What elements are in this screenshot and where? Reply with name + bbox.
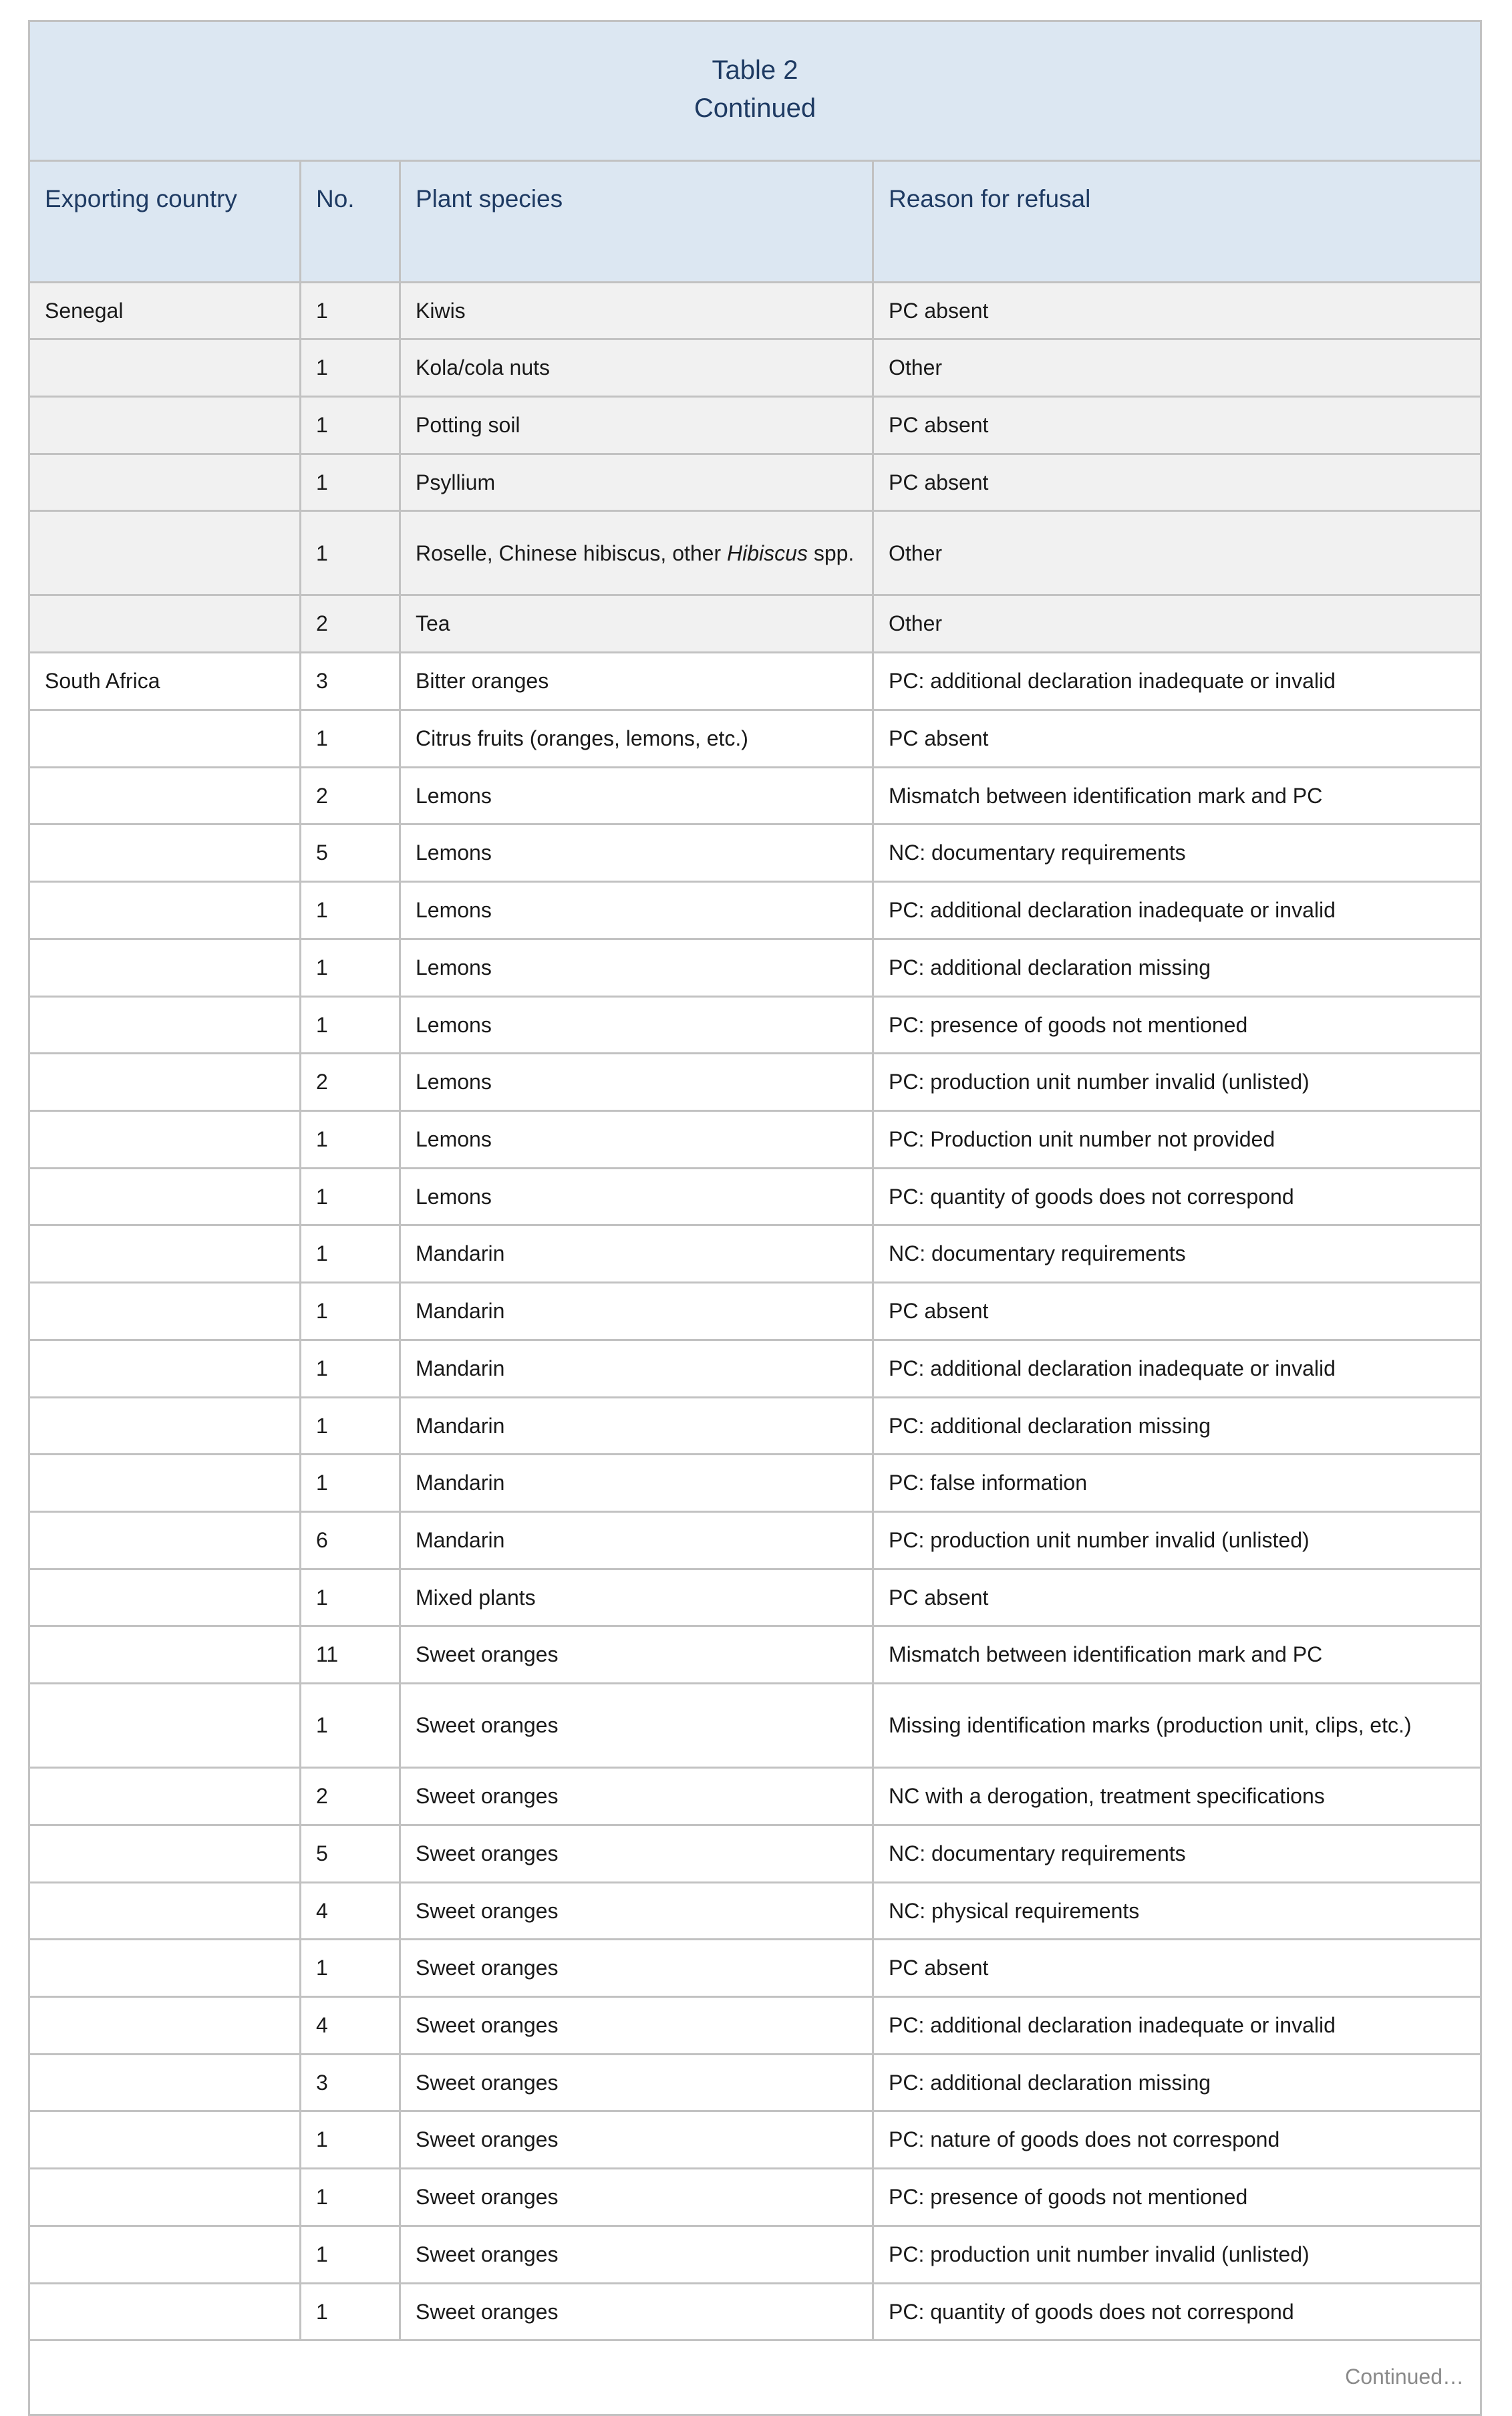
- cell-exporting-country: [28, 883, 301, 940]
- cell-plant-species: Lemons: [401, 768, 874, 826]
- cell-exporting-country: [28, 1684, 301, 1769]
- table-title-cell: [28, 20, 1482, 162]
- cell-no: 1: [301, 340, 401, 398]
- cell-no: 1: [301, 2112, 401, 2169]
- refusals-table: [28, 20, 1482, 2416]
- cell-reason-for-refusal: PC absent: [874, 455, 1482, 512]
- cell-reason-for-refusal: PC absent: [874, 398, 1482, 455]
- cell-no: 1: [301, 1570, 401, 1628]
- cell-no: 2: [301, 1054, 401, 1112]
- continued-note: Continued…: [28, 2341, 1482, 2416]
- cell-reason-for-refusal: NC: documentary requirements: [874, 1826, 1482, 1883]
- column-header-exporting-country: Exporting country: [28, 162, 301, 283]
- cell-no: 1: [301, 1169, 401, 1227]
- cell-reason-for-refusal: PC: production unit number invalid (unlisted): [874, 2227, 1482, 2284]
- cell-plant-species: Sweet oranges: [401, 1940, 874, 1998]
- cell-exporting-country: [28, 512, 301, 596]
- cell-plant-species: Lemons: [401, 825, 874, 883]
- cell-no: 11: [301, 1627, 401, 1684]
- cell-plant-species: Citrus fruits (oranges, lemons, etc.): [401, 711, 874, 768]
- table-row: [28, 1627, 1482, 1684]
- cell-exporting-country: [28, 2227, 301, 2284]
- cell-plant-species: Lemons: [401, 1169, 874, 1227]
- cell-plant-species: Sweet oranges: [401, 2169, 874, 2227]
- table-row: [28, 1998, 1482, 2055]
- cell-reason-for-refusal: NC: documentary requirements: [874, 825, 1482, 883]
- cell-no: 4: [301, 1883, 401, 1941]
- cell-reason-for-refusal: Missing identification marks (production unit, clips, etc.): [874, 1684, 1482, 1769]
- cell-reason-for-refusal: Other: [874, 340, 1482, 398]
- species-suffix: spp.: [807, 541, 855, 565]
- cell-exporting-country: [28, 2055, 301, 2113]
- cell-plant-species: Kiwis: [401, 283, 874, 341]
- cell-exporting-country: [28, 340, 301, 398]
- cell-reason-for-refusal: NC: documentary requirements: [874, 1226, 1482, 1284]
- cell-no: 2: [301, 1769, 401, 1826]
- cell-exporting-country: [28, 398, 301, 455]
- cell-reason-for-refusal: PC: presence of goods not mentioned: [874, 2169, 1482, 2227]
- cell-plant-species: Lemons: [401, 883, 874, 940]
- cell-plant-species: Sweet oranges: [401, 1627, 874, 1684]
- table-row: [28, 1570, 1482, 1628]
- cell-no: 1: [301, 1398, 401, 1456]
- cell-reason-for-refusal: PC: production unit number invalid (unlisted): [874, 1054, 1482, 1112]
- cell-reason-for-refusal: PC absent: [874, 1570, 1482, 1628]
- cell-no: 3: [301, 653, 401, 711]
- table-row: [28, 1684, 1482, 1769]
- cell-reason-for-refusal: PC: additional declaration inadequate or invalid: [874, 883, 1482, 940]
- cell-exporting-country: [28, 1627, 301, 1684]
- cell-plant-species: Lemons: [401, 998, 874, 1055]
- table-row: [28, 1226, 1482, 1284]
- column-header-plant-species: Plant species: [401, 162, 874, 283]
- table-foot: [28, 2341, 1482, 2416]
- cell-plant-species: Mandarin: [401, 1284, 874, 1341]
- cell-reason-for-refusal: PC absent: [874, 283, 1482, 341]
- cell-no: 1: [301, 1112, 401, 1169]
- table-row: [28, 2055, 1482, 2113]
- cell-reason-for-refusal: Mismatch between identification mark and PC: [874, 1627, 1482, 1684]
- cell-reason-for-refusal: PC: additional declaration inadequate or invalid: [874, 1341, 1482, 1398]
- table-row: [28, 1284, 1482, 1341]
- cell-exporting-country: [28, 1169, 301, 1227]
- cell-plant-species: Mandarin: [401, 1341, 874, 1398]
- cell-reason-for-refusal: PC: additional declaration inadequate or invalid: [874, 1998, 1482, 2055]
- cell-reason-for-refusal: PC: additional declaration missing: [874, 940, 1482, 998]
- cell-no: 5: [301, 825, 401, 883]
- table-title-line-2: Continued: [694, 93, 816, 123]
- table-footer-row: [28, 2341, 1482, 2416]
- cell-plant-species: Bitter oranges: [401, 653, 874, 711]
- cell-exporting-country: [28, 2112, 301, 2169]
- cell-exporting-country: [28, 940, 301, 998]
- table-row: [28, 1513, 1482, 1570]
- cell-plant-species: Tea: [401, 596, 874, 653]
- cell-reason-for-refusal: PC absent: [874, 711, 1482, 768]
- cell-reason-for-refusal: PC: production unit number invalid (unlisted): [874, 1513, 1482, 1570]
- cell-exporting-country: [28, 1513, 301, 1570]
- cell-exporting-country: [28, 2284, 301, 2342]
- table-row: [28, 2227, 1482, 2284]
- cell-no: 1: [301, 283, 401, 341]
- cell-plant-species: Sweet oranges: [401, 1826, 874, 1883]
- cell-reason-for-refusal: NC with a derogation, treatment specifications: [874, 1769, 1482, 1826]
- cell-exporting-country: [28, 768, 301, 826]
- table-title-row: [28, 20, 1482, 162]
- cell-no: 1: [301, 883, 401, 940]
- table-row: [28, 2112, 1482, 2169]
- table-row: [28, 653, 1482, 711]
- table-row: [28, 283, 1482, 341]
- table-row: [28, 940, 1482, 998]
- cell-reason-for-refusal: PC: Production unit number not provided: [874, 1112, 1482, 1169]
- table-row: [28, 998, 1482, 1055]
- cell-plant-species: Sweet oranges: [401, 2055, 874, 2113]
- cell-no: 1: [301, 2284, 401, 2342]
- cell-exporting-country: Senegal: [28, 283, 301, 341]
- cell-no: 2: [301, 768, 401, 826]
- cell-exporting-country: South Africa: [28, 653, 301, 711]
- cell-exporting-country: [28, 455, 301, 512]
- cell-exporting-country: [28, 1883, 301, 1941]
- cell-plant-species: Sweet oranges: [401, 1998, 874, 2055]
- table-row: [28, 1769, 1482, 1826]
- cell-reason-for-refusal: PC: additional declaration inadequate or invalid: [874, 653, 1482, 711]
- table-header-row: [28, 162, 1482, 283]
- cell-plant-species: Lemons: [401, 940, 874, 998]
- table-row: [28, 1169, 1482, 1227]
- cell-no: 1: [301, 398, 401, 455]
- table-row: [28, 1883, 1482, 1941]
- table-row: [28, 1341, 1482, 1398]
- cell-exporting-country: [28, 1226, 301, 1284]
- cell-reason-for-refusal: PC absent: [874, 1940, 1482, 1998]
- cell-plant-species: Sweet oranges: [401, 1769, 874, 1826]
- species-genus-italic: Hibiscus: [727, 541, 808, 565]
- cell-plant-species: Mixed plants: [401, 1570, 874, 1628]
- cell-no: 5: [301, 1826, 401, 1883]
- cell-no: 1: [301, 1940, 401, 1998]
- cell-no: 1: [301, 455, 401, 512]
- table-row: [28, 455, 1482, 512]
- cell-plant-species: Sweet oranges: [401, 2227, 874, 2284]
- cell-reason-for-refusal: NC: physical requirements: [874, 1883, 1482, 1941]
- table-row: [28, 340, 1482, 398]
- cell-exporting-country: [28, 2169, 301, 2227]
- cell-reason-for-refusal: PC: presence of goods not mentioned: [874, 998, 1482, 1055]
- table-row: [28, 398, 1482, 455]
- cell-exporting-country: [28, 1284, 301, 1341]
- cell-reason-for-refusal: PC absent: [874, 1284, 1482, 1341]
- cell-exporting-country: [28, 825, 301, 883]
- cell-plant-species: Mandarin: [401, 1226, 874, 1284]
- cell-exporting-country: [28, 1998, 301, 2055]
- cell-no: 3: [301, 2055, 401, 2113]
- cell-exporting-country: [28, 711, 301, 768]
- cell-plant-species: Mandarin: [401, 1398, 874, 1456]
- cell-reason-for-refusal: PC: false information: [874, 1455, 1482, 1513]
- cell-no: 1: [301, 512, 401, 596]
- cell-reason-for-refusal: PC: quantity of goods does not correspond: [874, 1169, 1482, 1227]
- cell-plant-species: Mandarin: [401, 1455, 874, 1513]
- cell-plant-species: Sweet oranges: [401, 1684, 874, 1769]
- cell-no: 1: [301, 1226, 401, 1284]
- cell-exporting-country: [28, 1455, 301, 1513]
- cell-no: 2: [301, 596, 401, 653]
- cell-reason-for-refusal: PC: additional declaration missing: [874, 1398, 1482, 1456]
- cell-reason-for-refusal: PC: nature of goods does not correspond: [874, 2112, 1482, 2169]
- cell-no: 1: [301, 998, 401, 1055]
- table-row: [28, 2169, 1482, 2227]
- cell-plant-species: Lemons: [401, 1054, 874, 1112]
- cell-exporting-country: [28, 1112, 301, 1169]
- cell-plant-species: Sweet oranges: [401, 2112, 874, 2169]
- table-head: [28, 20, 1482, 283]
- column-header-no: No.: [301, 162, 401, 283]
- cell-exporting-country: [28, 1769, 301, 1826]
- column-header-reason-for-refusal: Reason for refusal: [874, 162, 1482, 283]
- table-title-line-1: Table 2: [712, 55, 798, 85]
- cell-reason-for-refusal: PC: additional declaration missing: [874, 2055, 1482, 2113]
- table-row: [28, 2284, 1482, 2342]
- cell-plant-species: [401, 512, 874, 596]
- table-row: [28, 596, 1482, 653]
- cell-exporting-country: [28, 1940, 301, 1998]
- table-row: [28, 711, 1482, 768]
- cell-no: 1: [301, 1684, 401, 1769]
- cell-no: 1: [301, 1341, 401, 1398]
- cell-plant-species: Sweet oranges: [401, 1883, 874, 1941]
- cell-exporting-country: [28, 1054, 301, 1112]
- table-row: [28, 768, 1482, 826]
- cell-no: 1: [301, 2227, 401, 2284]
- cell-exporting-country: [28, 1398, 301, 1456]
- table-row: [28, 825, 1482, 883]
- table-row: [28, 883, 1482, 940]
- cell-exporting-country: [28, 998, 301, 1055]
- table-row: [28, 1826, 1482, 1883]
- cell-plant-species: Kola/cola nuts: [401, 340, 874, 398]
- cell-reason-for-refusal: Other: [874, 512, 1482, 596]
- cell-no: 4: [301, 1998, 401, 2055]
- cell-reason-for-refusal: PC: quantity of goods does not correspond: [874, 2284, 1482, 2342]
- cell-no: 1: [301, 940, 401, 998]
- cell-no: 6: [301, 1513, 401, 1570]
- cell-no: 1: [301, 1284, 401, 1341]
- cell-exporting-country: [28, 596, 301, 653]
- cell-plant-species: Psyllium: [401, 455, 874, 512]
- table-body: [28, 283, 1482, 2342]
- table-row: [28, 1940, 1482, 1998]
- cell-reason-for-refusal: Mismatch between identification mark and PC: [874, 768, 1482, 826]
- cell-reason-for-refusal: Other: [874, 596, 1482, 653]
- table-row: [28, 1054, 1482, 1112]
- cell-plant-species: Sweet oranges: [401, 2284, 874, 2342]
- table-row: [28, 1398, 1482, 1456]
- table-row: [28, 1112, 1482, 1169]
- cell-no: 1: [301, 2169, 401, 2227]
- cell-exporting-country: [28, 1570, 301, 1628]
- cell-exporting-country: [28, 1341, 301, 1398]
- cell-plant-species: Lemons: [401, 1112, 874, 1169]
- table-row: [28, 1455, 1482, 1513]
- cell-plant-species: Mandarin: [401, 1513, 874, 1570]
- cell-no: 1: [301, 1455, 401, 1513]
- table-row: [28, 512, 1482, 596]
- cell-no: 1: [301, 711, 401, 768]
- cell-plant-species: Potting soil: [401, 398, 874, 455]
- cell-exporting-country: [28, 1826, 301, 1883]
- species-text: Roselle, Chinese hibiscus, other: [416, 541, 728, 565]
